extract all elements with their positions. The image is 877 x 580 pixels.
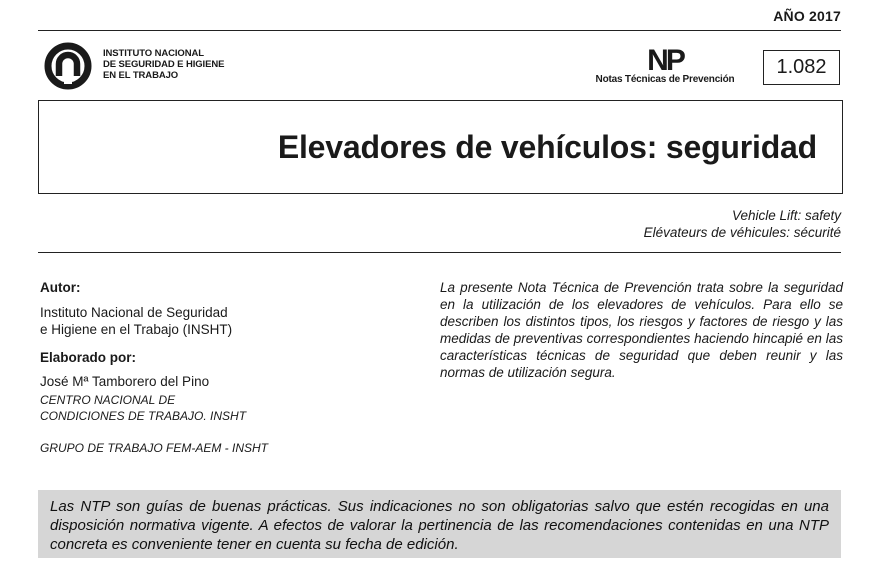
abstract: La presente Nota Técnica de Prevención trata sobre la seguridad en la utilización de los elevadores de vehículos. Para ello se describen los distintos tipos, los riesgos y factores de riesgo y las medidas de preventivas correspondientes haciendo hincapié en las características técnicas de seguridad que deben reunir y las normas de utilización segura. <box>440 280 843 380</box>
series-name: Notas Técnicas de Prevención <box>595 74 735 85</box>
institution-line: DE SEGURIDAD E HIGIENE <box>103 59 225 70</box>
author-line: Instituto Nacional de Seguridad <box>40 305 228 320</box>
prepared-by-heading: Elaborado por: <box>40 350 137 365</box>
ntp-series-block <box>592 46 738 85</box>
ntp-number: 1.082 <box>763 50 840 85</box>
svg-text:NP: NP <box>647 46 683 72</box>
np-logo-icon <box>637 46 693 72</box>
alt-title-french: Elévateurs de véhicules: sécurité <box>643 225 841 240</box>
disclaimer-note: Las NTP son guías de buenas prácticas. Sus indicaciones no son obligatorias salvo que estén recogidas en una disposición normativa vigente. A efectos de valorar la pertinencia de las recomendaciones contenidas en una NTP concreta es conveniente tener en cuenta su fecha de edición. <box>38 490 841 558</box>
preparer-name: José Mª Tamborero del Pino <box>40 374 210 389</box>
center-line: CENTRO NACIONAL DE <box>40 393 176 407</box>
middle-rule <box>38 252 841 253</box>
institution-name <box>103 48 224 81</box>
title-box <box>38 100 843 194</box>
author-heading: Autor: <box>40 280 81 295</box>
institution-line: INSTITUTO NACIONAL <box>103 48 204 59</box>
top-rule <box>38 30 841 31</box>
credits-column <box>40 280 400 456</box>
document-title: Elevadores de vehículos: seguridad <box>277 129 817 165</box>
year-label: AÑO 2017 <box>773 8 841 24</box>
working-group: GRUPO DE TRABAJO FEM-AEM - INSHT <box>40 441 269 455</box>
insht-logo-icon <box>44 42 92 90</box>
author-line: e Higiene en el Trabajo (INSHT) <box>40 322 233 337</box>
institution-line: EN EL TRABAJO <box>103 70 179 81</box>
center-line: CONDICIONES DE TRABAJO. INSHT <box>40 409 247 423</box>
alt-title-english: Vehicle Lift: safety <box>731 208 841 223</box>
